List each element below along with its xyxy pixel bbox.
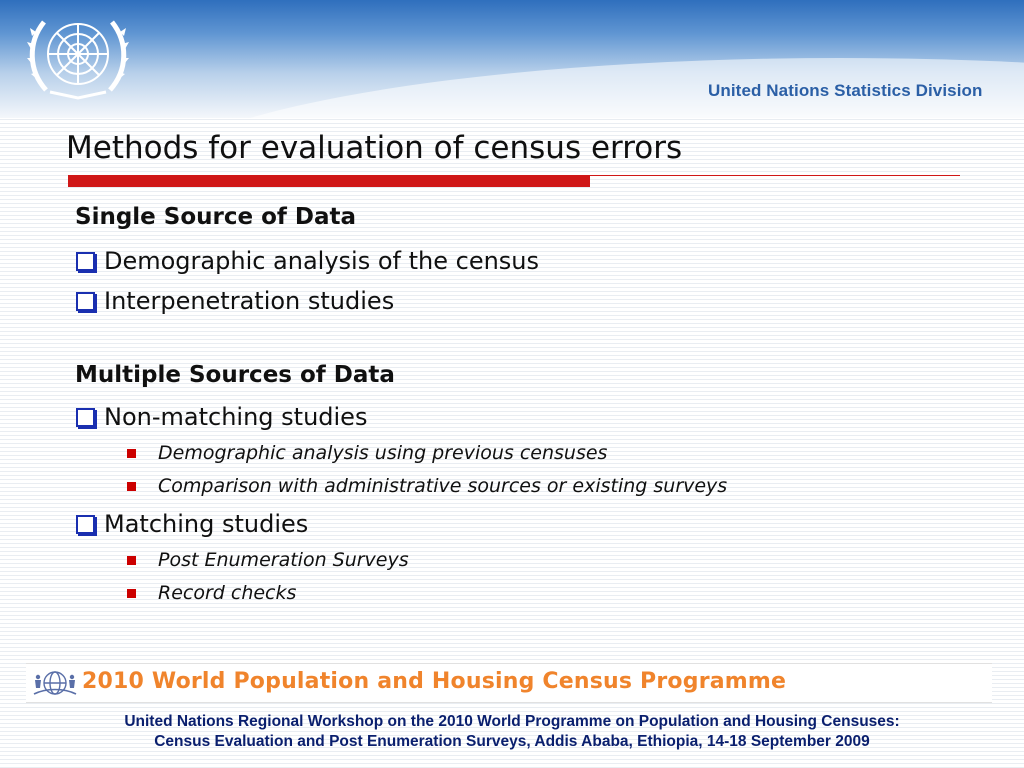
checkbox-bullet-icon <box>76 408 95 427</box>
organization-name: United Nations Statistics Division <box>708 81 983 100</box>
list-item-label: Interpenetration studies <box>104 287 395 315</box>
programme-banner <box>26 663 992 703</box>
slide-title: Methods for evaluation of census errors <box>66 130 683 166</box>
list-item-label: Non-matching studies <box>104 403 368 431</box>
sub-list-item-label: Demographic analysis using previous censuses <box>158 442 608 464</box>
sub-list-item <box>127 474 727 498</box>
list-item <box>76 402 367 432</box>
slide-footer <box>0 712 1024 752</box>
checkbox-bullet-icon <box>76 292 95 311</box>
list-item <box>76 509 308 539</box>
banner-title: 2010 World Population and Housing Census Programme <box>82 669 787 694</box>
sub-list-item-label: Record checks <box>158 582 297 604</box>
title-accent-bar <box>68 175 590 187</box>
section-heading: Multiple Sources of Data <box>75 362 395 388</box>
sub-list-item <box>127 548 409 572</box>
checkbox-bullet-icon <box>76 515 95 534</box>
sub-list-item-label: Comparison with administrative sources or existing surveys <box>158 475 728 497</box>
square-bullet-icon <box>127 482 136 491</box>
globe-people-icon <box>32 668 78 698</box>
slide-header <box>0 0 1024 118</box>
sub-list-item <box>127 581 296 605</box>
sub-list-item-label: Post Enumeration Surveys <box>158 549 409 571</box>
list-item <box>76 246 539 276</box>
footer-line: Census Evaluation and Post Enumeration Surveys, Addis Ababa, Ethiopia, 14-18 September 2009 <box>154 733 870 750</box>
section-heading: Single Source of Data <box>75 204 357 230</box>
square-bullet-icon <box>127 556 136 565</box>
sub-list-item <box>127 441 607 465</box>
list-item <box>76 286 394 316</box>
checkbox-bullet-icon <box>76 252 95 271</box>
list-item-label: Demographic analysis of the census <box>104 247 540 275</box>
un-emblem-icon <box>22 8 134 100</box>
footer-line: United Nations Regional Workshop on the 2010 World Programme on Population and Housing Censuses: <box>124 713 900 730</box>
list-item-label: Matching studies <box>104 510 309 538</box>
square-bullet-icon <box>127 449 136 458</box>
square-bullet-icon <box>127 589 136 598</box>
